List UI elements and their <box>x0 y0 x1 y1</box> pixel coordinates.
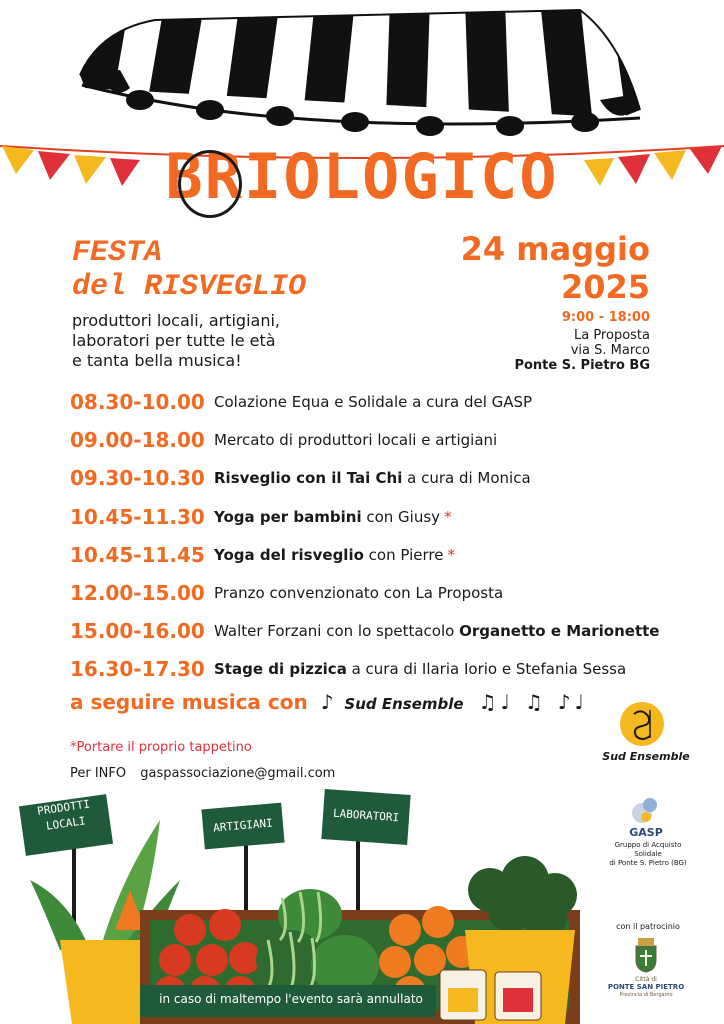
asterisk-marker: * <box>447 545 455 564</box>
patronage-label: con il patrocinio <box>616 922 680 931</box>
subtitle-line: laboratori per tutte le età <box>72 331 276 350</box>
schedule-desc: Yoga per bambini con Giusy * <box>214 507 452 526</box>
schedule-row <box>70 650 710 688</box>
festa-title-line1: FESTA <box>72 236 163 270</box>
schedule-row <box>70 383 710 421</box>
schedule-desc: Mercato di produttori locali e artigiani <box>214 431 498 450</box>
city-crest-icon <box>630 936 662 974</box>
subtitle-line: e tanta bella musica! <box>72 351 242 370</box>
schedule-time: 10.45-11.45 <box>70 542 205 567</box>
festa-title-line2: del RISVEGLIO <box>72 270 307 304</box>
sign-artigiani: ARTIGIANI <box>201 803 284 850</box>
music-label: a seguire musica con <box>70 690 308 714</box>
schedule-desc: Yoga del risveglio con Pierre * <box>214 545 455 564</box>
schedule-time: 15.00-16.00 <box>70 619 205 644</box>
schedule-row <box>70 536 710 574</box>
weather-notice-banner: in caso di maltempo l'evento sarà annullato <box>159 992 423 1006</box>
music-line <box>70 690 588 714</box>
city-name: PONTE SAN PIETRO <box>607 983 685 991</box>
sign-prodotti-locali: PRODOTTI LOCALI <box>19 794 113 856</box>
city-label: Città di <box>635 976 657 983</box>
sign-laboratori: LABORATORI <box>321 789 410 845</box>
schedule-desc: Stage di pizzica a cura di Ilaria Iorio e Stefania Sessa <box>214 660 627 679</box>
title-letter-ring <box>178 150 242 218</box>
schedule-row <box>70 612 710 650</box>
sud-ensemble-logo-text: Sud Ensemble <box>602 750 690 763</box>
gasp-logo-icon <box>628 795 664 825</box>
schedule-row <box>70 421 710 459</box>
province-label: Provincia di Bergamo <box>619 992 673 998</box>
schedule-list <box>70 383 710 689</box>
schedule-time: 09.00-18.00 <box>70 428 205 453</box>
event-hours: 9:00 - 18:00 <box>561 310 650 325</box>
schedule-time: 12.00-15.00 <box>70 581 205 606</box>
gasp-logo-text: GASP <box>629 826 663 839</box>
schedule-time: 09.30-10.30 <box>70 466 205 491</box>
mat-note: *Portare il proprio tappetino <box>70 740 252 755</box>
schedule-desc: Risveglio con il Tai Chi a cura di Monica <box>214 469 531 488</box>
info-line <box>70 766 335 781</box>
asterisk-marker: * <box>444 507 452 526</box>
music-notes-icon: ♫♩ ♫ ♪♩ <box>478 690 588 714</box>
subtitle-line: produttori locali, artigiani, <box>72 311 280 330</box>
event-title: BRIOLOGICO <box>165 140 559 213</box>
event-subtitle <box>72 311 332 371</box>
schedule-row <box>70 459 710 497</box>
event-date-year: 2025 <box>560 268 650 306</box>
schedule-desc: Walter Forzani con lo spettacolo Organetto e Marionette <box>214 622 660 641</box>
info-email-link[interactable]: gaspassociazione@gmail.com <box>140 766 336 781</box>
ensemble-name: Sud Ensemble <box>344 695 464 713</box>
music-note-icon: ♪ <box>320 690 334 714</box>
schedule-time: 16.30-17.30 <box>70 657 205 682</box>
schedule-row <box>70 574 710 612</box>
schedule-desc: Pranzo convenzionato con La Proposta <box>214 584 504 603</box>
info-label: Per INFO <box>70 766 127 781</box>
schedule-row <box>70 498 710 536</box>
venue-name: La Proposta <box>573 328 650 343</box>
event-date-day: 24 maggio <box>460 230 650 268</box>
sud-ensemble-logo-icon <box>612 700 672 748</box>
venue-street: via S. Marco <box>570 343 650 358</box>
striped-awning <box>60 0 660 145</box>
schedule-time: 10.45-11.30 <box>70 504 205 529</box>
schedule-desc: Colazione Equa e Solidale a cura del GASP <box>214 393 533 412</box>
venue-city: Ponte S. Pietro BG <box>514 358 650 373</box>
schedule-time: 08.30-10.00 <box>70 390 205 415</box>
gasp-subtitle: Gruppo di Acquisto Solidale di Ponte S. Pietro (BG) <box>609 841 687 867</box>
